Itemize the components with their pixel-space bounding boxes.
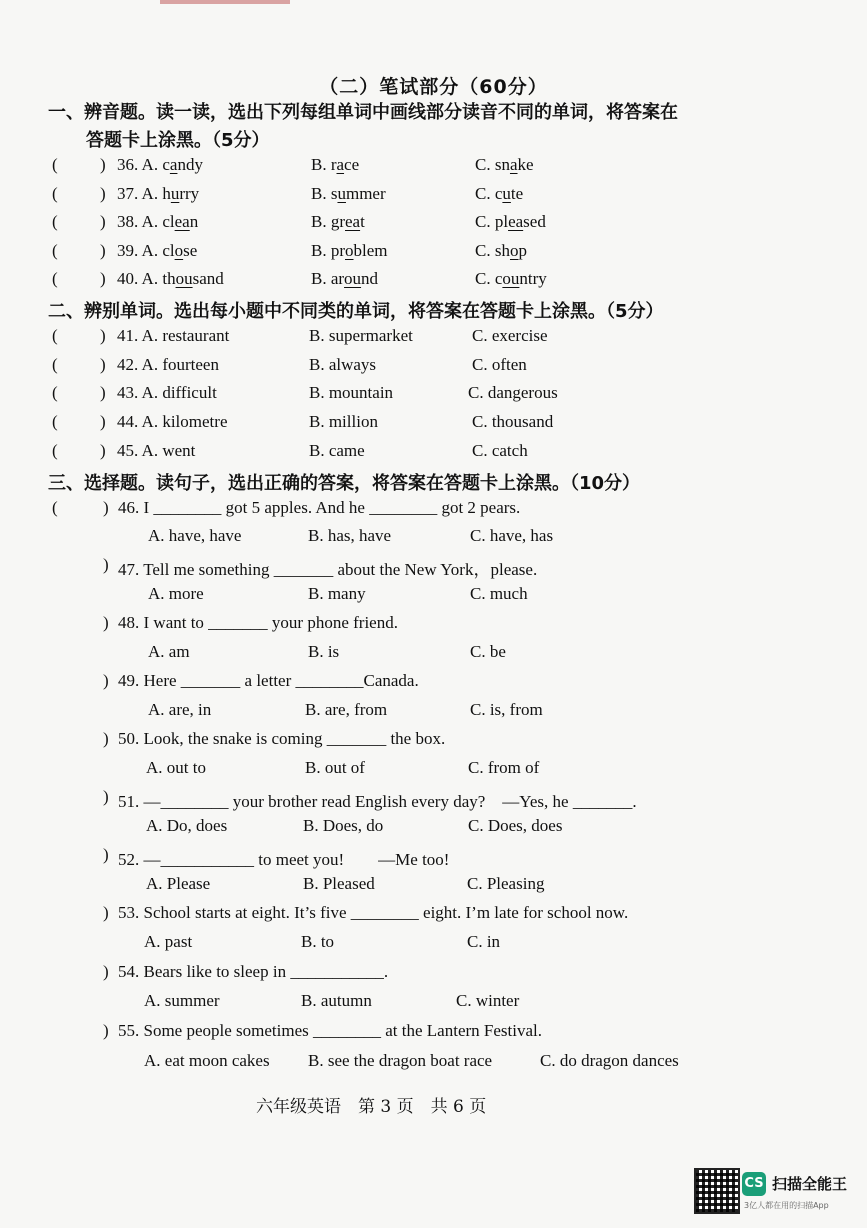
option-c — [475, 184, 523, 204]
answer-paren-open: ( — [52, 355, 58, 374]
option-b: B. see the dragon boat race — [308, 1051, 493, 1070]
answer-paren-close: ) — [100, 212, 106, 231]
question-row-55 — [0, 1021, 867, 1047]
word-part: B. pr — [311, 241, 345, 260]
question-text: 55. Some people sometimes ________ at the Lantern Festival. — [118, 1021, 542, 1040]
question-text: 51. —________ your brother read English every day? —Yes, he _______. — [118, 792, 637, 811]
option-b: B. Does, do — [303, 816, 384, 835]
options-row-46 — [0, 526, 867, 552]
options-row-53 — [0, 932, 867, 958]
option-c: C. much — [470, 584, 528, 603]
option-a — [117, 241, 197, 261]
option-a: 45. A. went — [117, 441, 196, 460]
options-row-50 — [0, 758, 867, 784]
options-row-55 — [0, 1051, 867, 1077]
question-number: 39. A. — [117, 241, 159, 260]
question-text: 49. Here _______ a letter ________Canada. — [118, 671, 419, 690]
option-b: B. out of — [305, 758, 365, 777]
option-c: C. exercise — [472, 326, 548, 345]
option-a: 42. A. fourteen — [117, 355, 219, 374]
question-row-54 — [0, 962, 867, 988]
underlined-part: a — [336, 155, 345, 174]
question-number: 40. A. — [117, 269, 159, 288]
option-b: B. mountain — [309, 383, 394, 402]
question-text: 47. Tell me something _______ about the New York，please. — [118, 560, 538, 579]
question-row-37 — [0, 184, 867, 210]
word-part: ce — [344, 155, 360, 174]
option-a: A. summer — [144, 991, 220, 1010]
answer-paren-close: ) — [100, 269, 106, 288]
question-row-46 — [0, 498, 867, 524]
word-part: h — [162, 184, 171, 203]
option-b: B. always — [309, 355, 377, 374]
option-a: A. have, have — [148, 526, 242, 545]
word-part: cl — [162, 241, 175, 260]
option-c: C. dangerous — [468, 383, 558, 402]
word-part: ke — [517, 155, 534, 174]
option-a — [117, 212, 198, 232]
option-c: C. from of — [468, 758, 540, 777]
question-number: 36. A. — [117, 155, 159, 174]
word-part: C. sn — [475, 155, 510, 174]
answer-paren-open: ( — [52, 441, 58, 460]
answer-paren-close: ) — [103, 613, 109, 632]
answer-paren-close: ) — [100, 441, 106, 460]
word-part: blem — [353, 241, 388, 260]
underlined-part: ea — [174, 212, 190, 231]
answer-paren-open: ( — [52, 184, 58, 203]
answer-paren-close: ) — [103, 787, 109, 806]
answer-paren-close: ) — [100, 412, 106, 431]
word-part: B. ar — [311, 269, 345, 288]
options-row-52 — [0, 874, 867, 900]
underlined-part: u — [337, 184, 346, 203]
option-c: C. be — [470, 642, 506, 661]
question-row-53 — [0, 903, 867, 929]
qr-code — [694, 1168, 740, 1214]
page-title: （二）笔试部分（60分） — [319, 76, 548, 98]
word-part: sed — [523, 212, 546, 231]
option-c: C. catch — [472, 441, 528, 460]
answer-paren-close: ) — [103, 671, 109, 690]
answer-paren-open: ( — [52, 212, 58, 231]
option-c — [475, 155, 534, 175]
answer-paren-open: ( — [52, 241, 58, 260]
option-b — [311, 155, 359, 175]
question-text: 52. —___________ to meet you! —Me too! — [118, 850, 450, 869]
word-part: nd — [361, 269, 379, 288]
word-part: B. r — [311, 155, 337, 174]
underlined-part: ou — [175, 269, 193, 288]
answer-paren-open: ( — [52, 498, 58, 517]
options-row-49 — [0, 700, 867, 726]
word-part: B. s — [311, 184, 338, 203]
option-b: B. million — [309, 412, 378, 431]
question-row-38 — [0, 212, 867, 238]
answer-paren-open: ( — [52, 269, 58, 288]
answer-paren-open: ( — [52, 155, 58, 174]
question-row-52 — [0, 845, 867, 871]
option-b — [311, 212, 365, 232]
section-1-heading: 一、辨音题。读一读，选出下列每组单词中画线部分读音不同的单词，将答案在 — [48, 102, 678, 123]
option-b: B. autumn — [301, 991, 372, 1010]
option-c: C. have, has — [470, 526, 554, 545]
word-part: c — [162, 155, 170, 174]
option-b: B. are, from — [305, 700, 388, 719]
option-b: B. Pleased — [303, 874, 375, 893]
question-text: 48. I want to _______ your phone friend. — [118, 613, 398, 632]
option-a: 44. A. kilometre — [117, 412, 228, 431]
option-c — [475, 269, 547, 289]
option-a: A. past — [144, 932, 193, 951]
option-b — [311, 241, 388, 261]
word-part: sand — [192, 269, 224, 288]
option-c: C. do dragon dances — [540, 1051, 679, 1070]
option-b: B. is — [308, 642, 340, 661]
option-c: C. Does, does — [468, 816, 563, 835]
question-row-43 — [0, 383, 867, 409]
answer-paren-close: ) — [100, 155, 106, 174]
word-part: ntry — [519, 269, 547, 288]
word-part: p — [518, 241, 527, 260]
question-row-45 — [0, 441, 867, 467]
answer-paren-close: ) — [100, 241, 106, 260]
word-part: n — [189, 212, 199, 231]
scanner-brand-name: 扫描全能王 — [772, 1175, 848, 1193]
word-part: te — [510, 184, 524, 203]
answer-paren-close: ) — [103, 1021, 109, 1040]
option-a — [117, 269, 224, 289]
binding-mark — [160, 0, 290, 4]
word-part: C. sh — [475, 241, 510, 260]
answer-paren-open: ( — [52, 412, 58, 431]
word-part: ndy — [177, 155, 203, 174]
underlined-part: a — [509, 155, 518, 174]
word-part: C. c — [475, 184, 503, 203]
section-3-heading: 三、选择题。读句子，选出正确的答案，将答案在答题卡上涂黑。（10分） — [48, 473, 641, 494]
option-c — [475, 212, 546, 232]
question-text: 54. Bears like to sleep in ___________. — [118, 962, 389, 981]
question-text: 50. Look, the snake is coming _______ the box. — [118, 729, 446, 748]
underlined-part: a — [169, 155, 178, 174]
option-b: B. supermarket — [309, 326, 413, 345]
option-c: C. thousand — [472, 412, 554, 431]
option-c: C. is, from — [470, 700, 543, 719]
word-part: rry — [179, 184, 200, 203]
word-part: C. pl — [475, 212, 509, 231]
word-part: cl — [162, 212, 175, 231]
option-a: A. more — [148, 584, 204, 603]
question-row-49 — [0, 671, 867, 697]
option-b: B. has, have — [308, 526, 392, 545]
underlined-part: ea — [508, 212, 524, 231]
option-c: C. often — [472, 355, 527, 374]
option-a: 43. A. difficult — [117, 383, 217, 402]
answer-paren-close: ) — [103, 903, 109, 922]
option-a: A. eat moon cakes — [144, 1051, 270, 1070]
option-a: A. Please — [146, 874, 211, 893]
underlined-part: u — [502, 184, 511, 203]
option-a: A. am — [148, 642, 190, 661]
option-b: B. many — [308, 584, 366, 603]
options-row-54 — [0, 991, 867, 1017]
answer-paren-close: ) — [103, 555, 109, 574]
answer-paren-close: ) — [103, 962, 109, 981]
option-b: B. came — [309, 441, 365, 460]
underlined-part: ou — [502, 269, 520, 288]
option-b: B. to — [301, 932, 335, 951]
answer-paren-close: ) — [103, 729, 109, 748]
answer-paren-open: ( — [52, 383, 58, 402]
option-c: C. Pleasing — [467, 874, 545, 893]
underlined-part: o — [509, 241, 519, 260]
answer-paren-close: ) — [103, 845, 109, 864]
options-row-48 — [0, 642, 867, 668]
question-number: 37. A. — [117, 184, 159, 203]
word-part: mmer — [345, 184, 386, 203]
answer-paren-close: ) — [100, 326, 106, 345]
word-part: t — [360, 212, 365, 231]
options-row-47 — [0, 584, 867, 610]
section-1-heading-cont: 答题卡上涂黑。（5分） — [86, 130, 270, 151]
underlined-part: u — [170, 184, 180, 203]
option-a: A. are, in — [148, 700, 212, 719]
question-row-42 — [0, 355, 867, 381]
question-row-39 — [0, 241, 867, 267]
underlined-part: o — [345, 241, 354, 260]
word-part: B. gr — [311, 212, 345, 231]
word-part: th — [162, 269, 176, 288]
option-c: C. winter — [456, 991, 520, 1010]
scanner-tagline: 3亿人都在用的扫描App — [744, 1201, 829, 1210]
options-row-51 — [0, 816, 867, 842]
question-number: 38. A. — [117, 212, 159, 231]
answer-paren-close: ) — [100, 383, 106, 402]
page-footer: 六年级英语 第 3 页 共 6 页 — [256, 1097, 487, 1117]
answer-paren-close: ) — [103, 498, 109, 517]
question-row-48 — [0, 613, 867, 639]
question-row-36 — [0, 155, 867, 181]
option-a: A. out to — [146, 758, 206, 777]
scanner-logo: CS — [742, 1172, 766, 1196]
underlined-part: ea — [345, 212, 361, 231]
option-b — [311, 184, 386, 204]
section-2-heading: 二、辨别单词。选出每小题中不同类的单词，将答案在答题卡上涂黑。（5分） — [48, 301, 664, 322]
question-text: 46. I ________ got 5 apples. And he ________ got 2 pears. — [118, 498, 521, 517]
option-a: A. Do, does — [146, 816, 228, 835]
question-row-44 — [0, 412, 867, 438]
option-c: C. in — [467, 932, 501, 951]
answer-paren-close: ) — [100, 355, 106, 374]
underlined-part: o — [174, 241, 184, 260]
word-part: se — [183, 241, 198, 260]
question-row-41 — [0, 326, 867, 352]
answer-paren-open: ( — [52, 326, 58, 345]
option-a — [117, 155, 203, 175]
question-row-40 — [0, 269, 867, 295]
question-row-47 — [0, 555, 867, 581]
option-a — [117, 184, 199, 204]
answer-paren-close: ) — [100, 184, 106, 203]
option-a: 41. A. restaurant — [117, 326, 230, 345]
underlined-part: ou — [344, 269, 362, 288]
question-row-51 — [0, 787, 867, 813]
option-b — [311, 269, 378, 289]
word-part: C. c — [475, 269, 503, 288]
option-c — [475, 241, 527, 261]
question-row-50 — [0, 729, 867, 755]
question-text: 53. School starts at eight. It’s five ________ eight. I’m late for school now. — [118, 903, 629, 922]
